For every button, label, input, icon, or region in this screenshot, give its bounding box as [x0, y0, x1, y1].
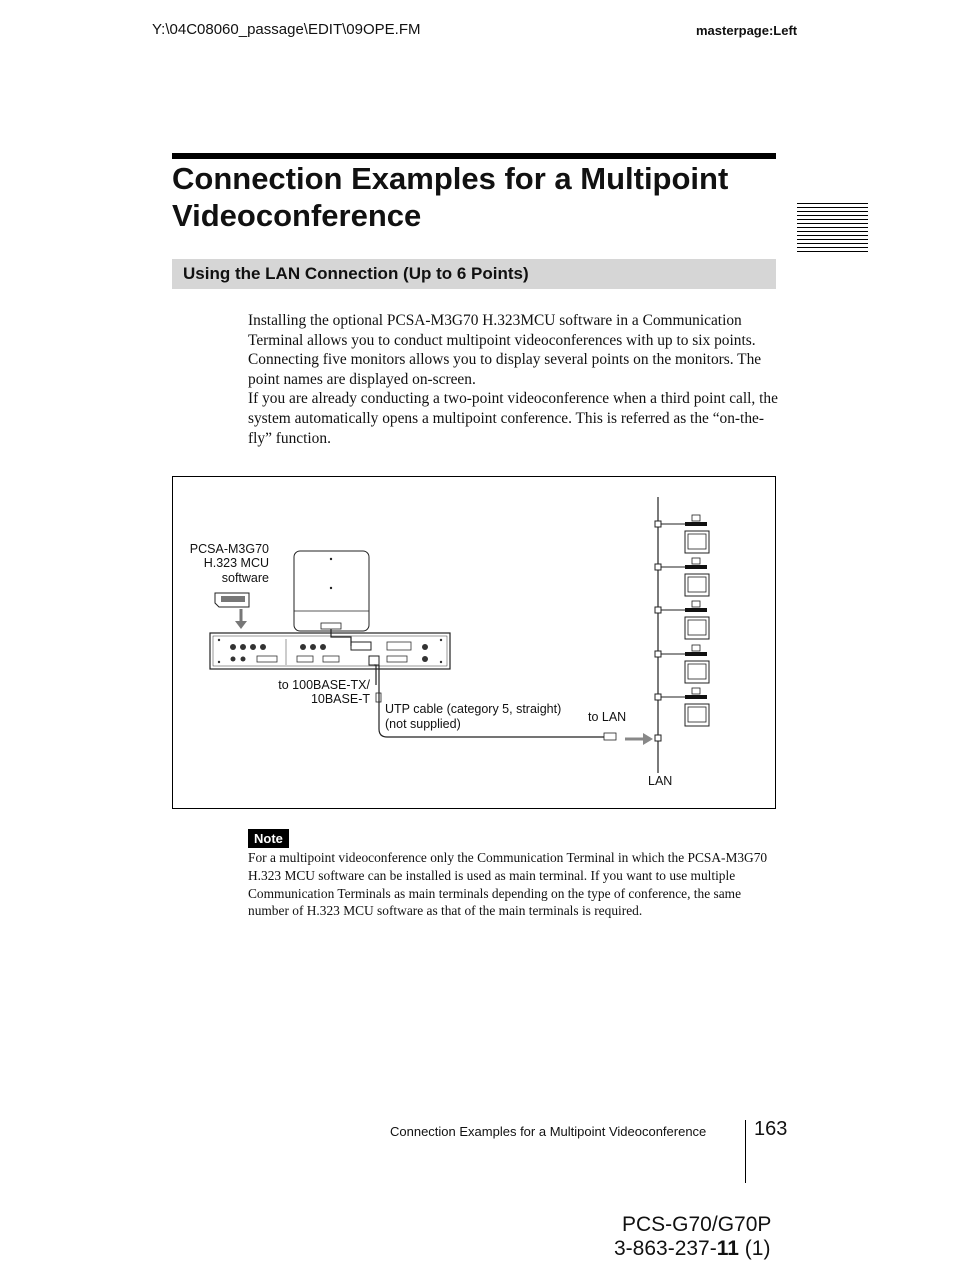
remote-terminal-icon [655, 688, 709, 726]
title-rule [172, 153, 776, 159]
chapter-tab-marker [797, 203, 868, 255]
remote-terminal-icon [655, 515, 709, 553]
body-paragraph: Connecting five monitors allows you to display several points on the monitors. The point names are displayed on-screen. [248, 351, 762, 388]
software-label-line: H.323 MCU [203, 556, 269, 570]
communication-terminal-icon [210, 633, 450, 669]
down-arrow-icon [235, 609, 247, 629]
part-number-bold: 11 [716, 1237, 739, 1260]
camera-unit-icon [294, 551, 369, 631]
software-card-icon [215, 593, 249, 607]
cable-label-line: UTP cable (category 5, straight) [385, 702, 562, 716]
part-number [614, 1237, 770, 1261]
header-masterpage: masterpage:Left [696, 23, 798, 38]
model-number: PCS-G70/G70P [622, 1213, 772, 1236]
software-label-line: PCSA-M3G70 [189, 542, 269, 556]
cable-plug-icon [604, 733, 616, 740]
footer-running-title: Connection Examples for a Multipoint Videoconference [390, 1124, 707, 1139]
port-label-line: to 100BASE-TX/ [278, 678, 370, 692]
section-heading-bar [172, 259, 776, 289]
page-title: Connection Examples for a Multipoint Videoconference [172, 161, 729, 233]
port-label-line: 10BASE-T [310, 692, 370, 706]
note-text: For a multipoint videoconference only the Communication Terminal in which the PCSA-M3G70 H.323 MCU software can be installed is used as main terminal. If you want to use multiple Communication Terminals as main terminals depending on the type of conference, the same number of H.323 MCU software as that of the main terminals is required. [248, 850, 768, 919]
remote-terminal-icon [655, 645, 709, 683]
part-number-suffix: (1) [738, 1237, 771, 1260]
lan-label: LAN [648, 774, 673, 788]
body-text [248, 311, 778, 448]
connection-diagram [172, 476, 776, 809]
right-arrow-icon [625, 733, 653, 745]
note-badge: Note [248, 829, 289, 848]
lan-node [655, 735, 661, 741]
cable-label-line: (not supplied) [385, 717, 461, 731]
connection-diagram-svg [173, 477, 775, 808]
part-number-prefix: 3-863-237- [614, 1237, 717, 1260]
body-paragraph: If you are already conducting a two-point videoconference when a third point call, the system automatically opens a multipoint conference. This is referred as the “on-the-fly” function. [248, 390, 778, 447]
software-label-line: software [221, 571, 269, 585]
footer-rule [745, 1120, 746, 1183]
to-lan-label: to LAN [588, 710, 627, 724]
header-file-path: Y:\04C08060_passage\EDIT\09OPE.FM [152, 21, 421, 38]
section-heading: Using the LAN Connection (Up to 6 Points) [183, 264, 529, 283]
remote-terminal-icon [655, 601, 709, 639]
remote-terminal-icon [655, 558, 709, 596]
body-paragraph: Installing the optional PCSA-M3G70 H.323MCU software in a Communication Terminal allows you to conduct multipoint videoconferences with up to six points. [248, 312, 756, 349]
page-number: 163 [754, 1118, 788, 1140]
